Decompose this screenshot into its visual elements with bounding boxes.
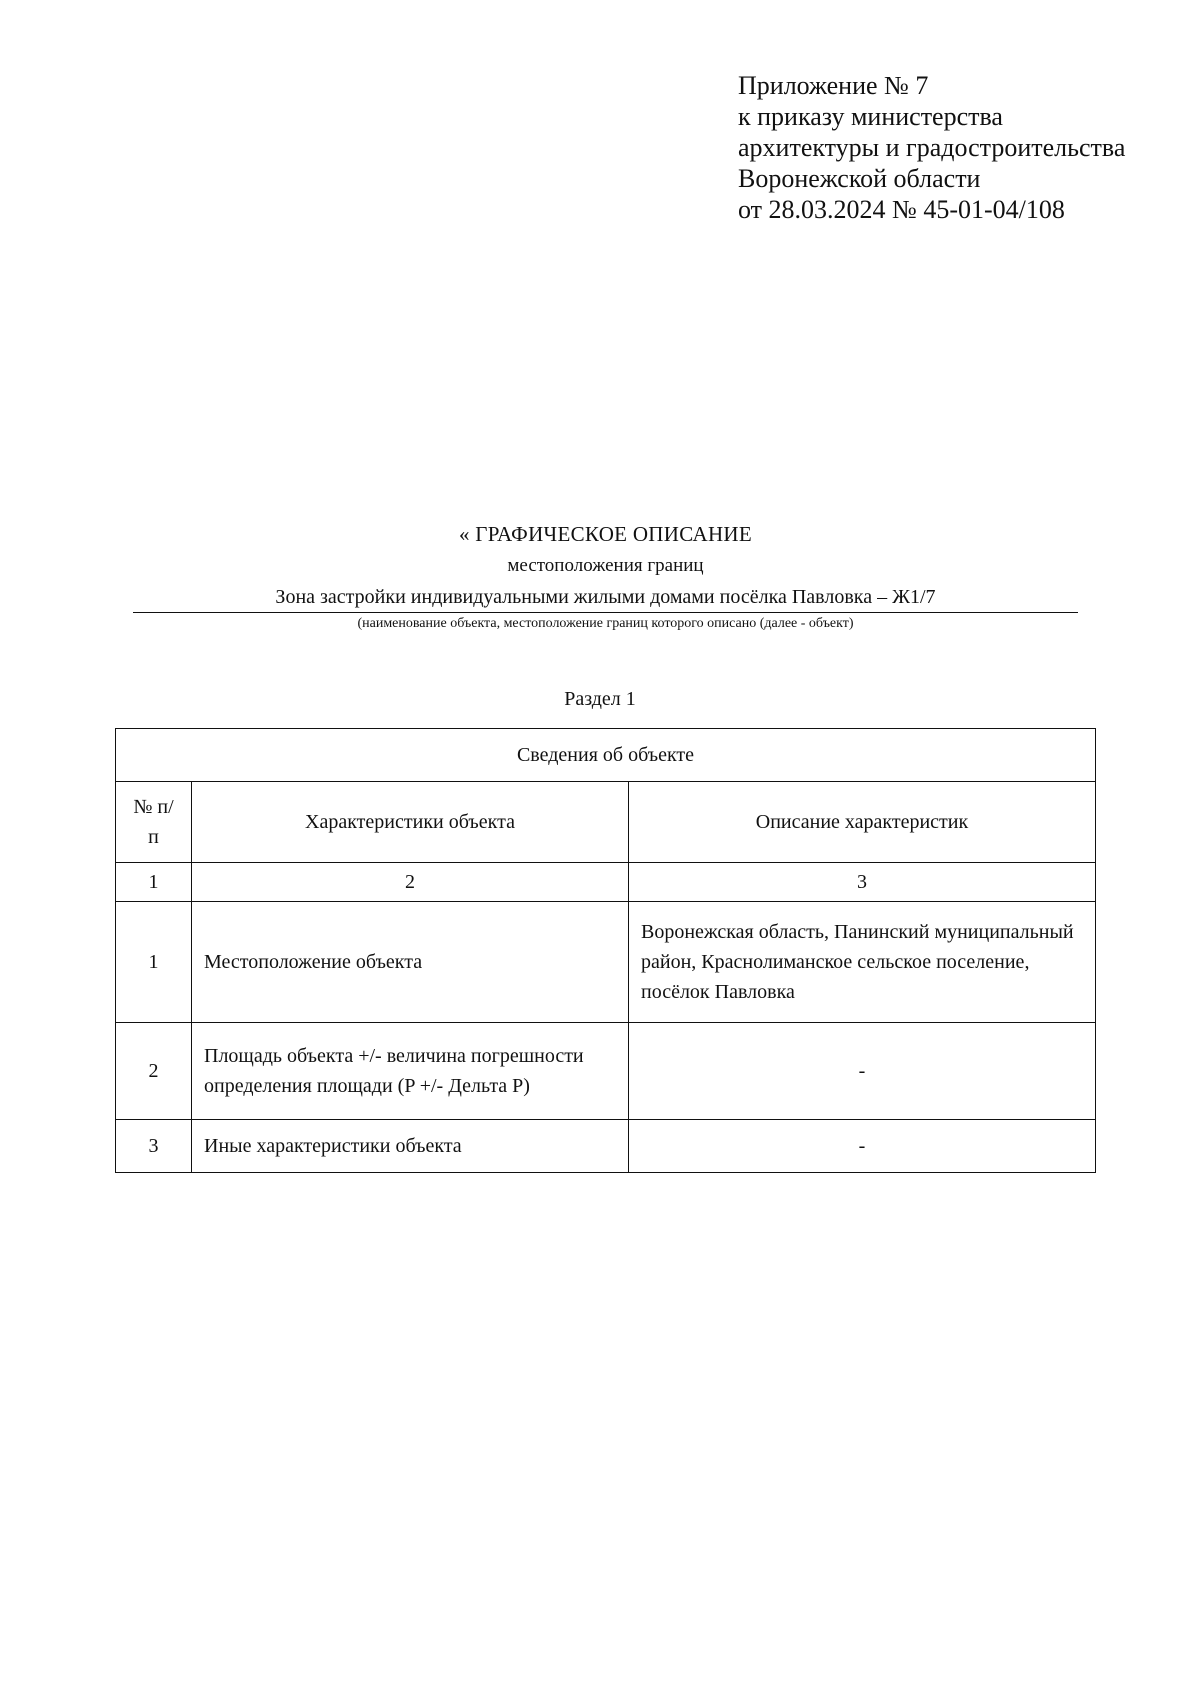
row-characteristic: Площадь объекта +/- величина погрешности определения площади (P +/- Дельта P): [192, 1023, 629, 1120]
title-block: [133, 520, 1078, 635]
appendix-block: [738, 70, 1125, 225]
object-name: Зона застройки индивидуальными жилыми домами посёлка Павловка – Ж1/7: [133, 584, 1078, 613]
column-number: 2: [192, 863, 629, 902]
object-name-caption: (наименование объекта, местоположение границ которого описано (далее - объект): [357, 616, 854, 631]
table-row: [116, 902, 1096, 1023]
table-column-number-row: [116, 863, 1096, 902]
appendix-line: Приложение № 7: [738, 71, 929, 100]
row-description: -: [629, 1023, 1096, 1120]
table-header-row: [116, 729, 1096, 782]
column-header-description: Описание характеристик: [629, 782, 1096, 863]
row-number: 1: [116, 902, 192, 1023]
document-subtitle: местоположения границ: [507, 555, 704, 576]
appendix-line: к приказу министерства: [738, 102, 1003, 131]
row-characteristic: Местоположение объекта: [192, 902, 629, 1023]
column-header-characteristic: Характеристики объекта: [192, 782, 629, 863]
object-info-table: [115, 728, 1096, 1173]
column-number: 3: [629, 863, 1096, 902]
row-description: Воронежская область, Панинский муниципальный район, Краснолиманское сельское поселение, посёлок Павловка: [629, 902, 1096, 1023]
table-row: [116, 1120, 1096, 1173]
row-characteristic: Иные характеристики объекта: [192, 1120, 629, 1173]
appendix-line: Воронежской области: [738, 164, 981, 193]
column-number: 1: [116, 863, 192, 902]
row-description: -: [629, 1120, 1096, 1173]
document-title: « ГРАФИЧЕСКОЕ ОПИСАНИЕ: [458, 522, 753, 546]
appendix-line: от 28.03.2024 № 45-01-04/108: [738, 195, 1065, 224]
table-header: Сведения об объекте: [116, 729, 1096, 782]
appendix-line: архитектуры и градостроительства: [738, 133, 1126, 162]
section-label: Раздел 1: [564, 688, 636, 710]
table-column-header-row: [116, 782, 1096, 863]
row-number: 3: [116, 1120, 192, 1173]
column-header-number: № п/п: [116, 782, 192, 863]
row-number: 2: [116, 1023, 192, 1120]
table-row: [116, 1023, 1096, 1120]
